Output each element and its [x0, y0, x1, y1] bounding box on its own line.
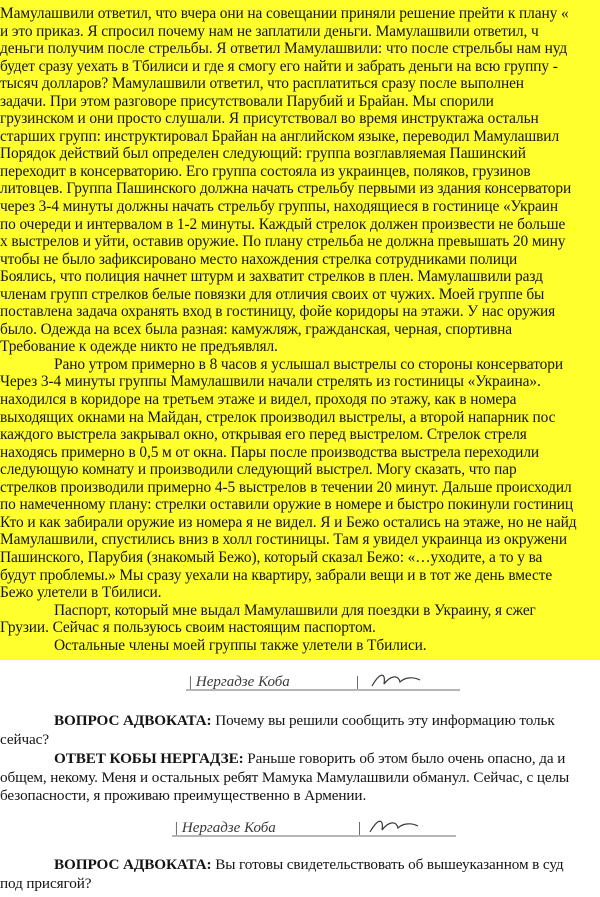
- body-line: будут проблемы.» Мы сразу уехали на квартиру, забрали вещи и в тот же день вместе: [0, 566, 553, 584]
- answer-label: ОТВЕТ КОБЫ НЕРГАДЗЕ:: [54, 750, 244, 767]
- body-line: Требование к одежде никто не предъявлял.: [0, 338, 278, 356]
- signature-text-1: | Нергадзе Коба: [188, 674, 290, 690]
- nergadze-answer: [0, 750, 600, 806]
- body-line: членам групп стрелков белые повязки для отличия своих от чужих. Моей группе бы: [0, 285, 545, 303]
- body-line: Боялись, что полиция начнет штурм и захватит стрелков в плен. Мамулашвили разд: [0, 268, 543, 286]
- body-line: и это приказ. Я спросил почему нам не заплатили деньги. Мамулашвили ответил, ч: [0, 22, 539, 40]
- body-line: Остальные члены моей группы также улетели в Тбилиси.: [54, 636, 427, 654]
- body-line: литовцев. Группа Пашинского должна начать стрельбу первыми из здания консерватори: [0, 180, 572, 198]
- body-line: Пашинского, Парубия (знакомый Бежо), который сказал Бежо: «…уходите, а то у ва: [0, 548, 543, 566]
- svg-text:|: |: [356, 674, 360, 690]
- body-line: задачи. При этом разговоре присутствовали Парубий и Брайан. Мы спорили: [0, 92, 494, 110]
- body-line: каждого выстрела закрывал окно, открывая его перед выстрелом. Стрелок стреля: [0, 426, 527, 444]
- question-text-1b: сейчас?: [0, 730, 49, 748]
- body-line: находясь примерно в 0,5 м от окна. Пары после производства выстрела переходили: [0, 443, 540, 461]
- question-label-1: ВОПРОС АДВОКАТА:: [54, 712, 212, 729]
- body-line: старших групп: инструктировал Брайан на английском языке, переводил Мамулашвил: [0, 127, 560, 145]
- body-line: по намеченному плану: стрелки оставили оружие в номере и быстро покинули гостиниц: [0, 496, 574, 514]
- signature-text-2: | Нергадзе Коба: [174, 820, 276, 836]
- question-text-1a: Почему вы решили сообщить эту информацию тольк: [215, 712, 555, 729]
- question-text-2b: под присягой?: [0, 874, 92, 892]
- body-line: будет сразу уехать в Тбилиси и где я смогу его найти и забрать деньги на всю группу -: [0, 57, 558, 75]
- signature-mark-1: [0, 666, 600, 702]
- body-line: было. Одежда на всех была разная: камужляж, гражданская, черная, спортивна: [0, 320, 512, 338]
- question-text-2a: Вы готовы свидетельствовать об вышеуказанном в суд: [215, 856, 564, 873]
- body-line: тысяч долларов? Мамулашвили ответил, что расплатиться сразу после выполнен: [0, 75, 524, 93]
- lawyer-question-1: [0, 712, 600, 749]
- answer-text-c: безопасности, я проживаю преимущественно в Армении.: [0, 787, 367, 804]
- answer-text-a: Раньше говорить об этом было очень опасно, да и: [247, 750, 566, 767]
- question-label-2: ВОПРОС АДВОКАТА:: [54, 856, 212, 873]
- answer-text-b: общем, некому. Меня и остальных ребят Мамука Мамулашвили обманул. Сейчас, с целы: [0, 768, 570, 786]
- body-line: находился в коридоре на третьем этаже и видел, проходя по этажу, как в номера: [0, 391, 517, 409]
- body-line: поставлена задача охранять вход в гостиницу, фойе коридоры на этажи. У нас оружия: [0, 303, 556, 321]
- svg-text:|: |: [358, 820, 362, 836]
- body-line: следующую комнату и производили следующий выстрел. Могу сказать, что пар: [0, 461, 517, 479]
- body-line: Рано утром примерно в 8 часов я услышал выстрелы со стороны консерватори: [54, 355, 563, 373]
- body-line: переходит в консерваторию. Его группа состояла из украинцев, поляков, грузинов: [0, 162, 531, 180]
- body-line: х выстрелов и уйти, оставив оружие. По плану стрельба не должна превышать 20 мину: [0, 233, 566, 251]
- signature-mark-2: [0, 812, 600, 848]
- body-line: через 3-4 минуты должны начать стрельбу группы, находящиеся в гостинице «Украин: [0, 198, 558, 216]
- body-line: Бежо улетели в Тбилиси.: [0, 584, 162, 602]
- body-line: Через 3-4 минуты группы Мамулашвили начали стрелять из гостиницы «Украина».: [0, 373, 541, 391]
- body-line: чтобы не было зафиксировано место нахождения стрелка сотрудниками полици: [0, 250, 518, 268]
- body-line: стрелков производили примерно 4-5 выстрелов в течении 20 минут. Дальше происходил: [0, 478, 572, 496]
- body-line: грузинском и они просто слушали. Я присутствовал во время инструктажа остальн: [0, 110, 539, 128]
- body-line: выходящих окнами на Майдан, стрелок производил выстрелы, а второй напарник пос: [0, 408, 556, 426]
- body-line: по очереди и интервалом в 1-2 минуты. Каждый стрелок должен произвести не больше: [0, 215, 566, 233]
- body-line: деньги получим после стрельбы. Я ответил Мамулашвили: что после стрельбы нам нуд: [0, 40, 568, 58]
- body-line: Паспорт, который мне выдал Мамулашвили для поездки в Украину, я сжег: [54, 601, 536, 619]
- body-line: Мамулашвили, спустились вниз в холл гостиницы. Там я увидел украинца из окружени: [0, 531, 567, 549]
- body-line: Кто и как забирали оружие из номера я не видел. Я и Бежо остались на этаже, но не найд: [0, 513, 577, 531]
- body-line: Грузии. Сейчас я пользуюсь своим настоящим паспортом.: [0, 619, 376, 637]
- body-line: Порядок действий был определен следующий: группа возглавляемая Пашинский: [0, 145, 526, 163]
- lawyer-question-2: [0, 856, 600, 893]
- body-line: Мамулашвили ответил, что вчера они на совещании приняли решение прейти к плану «: [0, 5, 569, 22]
